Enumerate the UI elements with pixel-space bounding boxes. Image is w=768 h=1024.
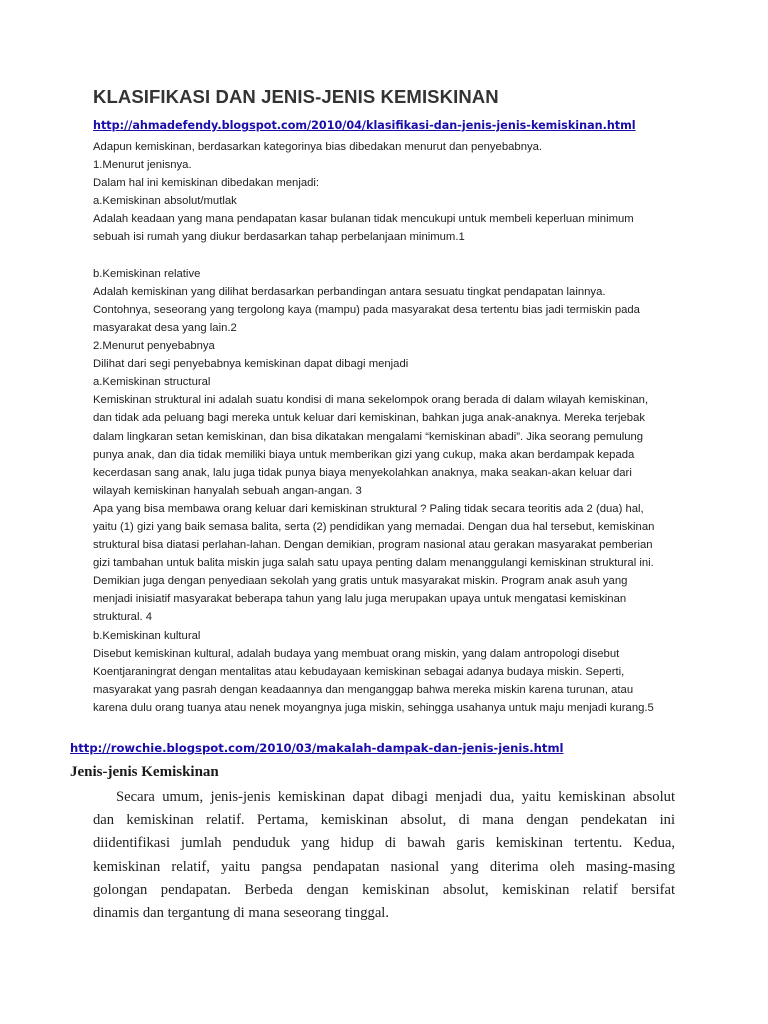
paragraph-line: Dilihat dari segi penyebabnya kemiskinan dapat dibagi menjadi <box>93 358 409 371</box>
paragraph-line: kemiskinan relatif, yaitu pangsa pendapatan nasional yang diterima oleh masing-masing <box>93 858 675 875</box>
document-title: KLASIFIKASI DAN JENIS-JENIS KEMISKINAN <box>93 86 499 107</box>
source-link-rowchie[interactable]: http://rowchie.blogspot.com/2010/03/makalah-dampak-dan-jenis-jenis.html <box>70 741 564 755</box>
paragraph-line: struktural bisa diatasi perlahan-lahan. Dengan demikian, program nasional atau gerakan masyarakat pemberian <box>93 539 653 552</box>
paragraph-line: masyarakat yang pasrah dengan keadaannya dan menganggap bahwa mereka miskin karena turunan, atau <box>93 683 634 696</box>
paragraph-line: Secara umum, jenis-jenis kemiskinan dapat dibagi menjadi dua, yaitu kemiskinan absolut <box>116 789 675 805</box>
paragraph-line: 2.Menurut penyebabnya <box>93 340 215 353</box>
paragraph-line: Adalah kemiskinan yang dilihat berdasarkan perbandingan antara sesuatu tingkat pendapatan lainnya. <box>93 285 606 298</box>
paragraph-line: Contohnya, seseorang yang tergolong kaya (mampu) pada masyarakat desa tertentu bias jadi termiskin pada <box>93 303 640 316</box>
paragraph-line: sebuah isi rumah yang diukur berdasarkan tahap perbelanjaan minimum.1 <box>93 231 465 244</box>
section-2-heading: Jenis-jenis Kemiskinan <box>70 764 219 780</box>
paragraph-line: Apa yang bisa membawa orang keluar dari kemiskinan struktural ? Paling tidak secara teoritis ada 2 (dua) hal, <box>93 502 644 515</box>
paragraph-line: Adapun kemiskinan, berdasarkan kategorinya bias dibedakan menurut dan penyebabnya. <box>93 141 543 153</box>
paragraph-line: dan tidak ada peluang bagi mereka untuk keluar dari kemiskinan, bahkan juga anak-anaknya. Mereka terjebak <box>93 412 646 425</box>
section-1-body <box>93 138 693 717</box>
paragraph-line: Disebut kemiskinan kultural, adalah budaya yang membuat orang miskin, yang dalam antropologi disebut <box>93 647 620 660</box>
paragraph-line: wilayah kemiskinan hanyalah sebuah angan-angan. 3 <box>93 484 362 497</box>
paragraph-line: yaitu (1) gizi yang baik semasa balita, serta (2) pendidikan yang memadai. Dengan dua hal tersebut, kemiskinan <box>93 520 655 533</box>
paragraph-line: 1.Menurut jenisnya. <box>93 159 192 172</box>
paragraph-line: punya anak, dan dia tidak memiliki biaya untuk memberikan gizi yang cukup, maka akan berdampak kepada <box>93 448 635 461</box>
paragraph-line: menjadi inisiatif masyarakat beberapa tahun yang lalu juga merupakan upaya untuk mengatasi kemiskinan <box>93 593 627 606</box>
paragraph-line: struktural. 4 <box>93 611 153 624</box>
paragraph-line: gizi tambahan untuk balita miskin juga salah satu upaya penting dalam menanggulangi kemiskinan struktural ini. <box>93 557 654 570</box>
paragraph-line: Demikian juga dengan penyediaan sekolah yang gratis untuk masyarakat miskin. Program anak asuh yang <box>93 575 628 588</box>
paragraph-line: b.Kemiskinan kultural <box>93 629 201 642</box>
paragraph-line: diidentifikasi jumlah penduduk yang hidup di bawah garis kemiskinan tertentu. Kedua, <box>93 835 675 852</box>
paragraph-line: dinamis dan tergantung di mana seseorang tinggal. <box>93 904 389 921</box>
paragraph-line: kecerdasan sang anak, lalu juga tidak punya biaya menyekolahkan anaknya, maka seakan-akan keluar dari <box>93 466 632 479</box>
paragraph-line: Kemiskinan struktural ini adalah suatu kondisi di mana sekelompok orang berada di dalam wilayah kemiskinan, <box>93 394 649 407</box>
paragraph-line: a.Kemiskinan absolut/mutlak <box>93 195 237 208</box>
paragraph-line: a.Kemiskinan structural <box>93 376 211 389</box>
paragraph-line <box>93 247 693 265</box>
paragraph-line: Adalah keadaan yang mana pendapatan kasar bulanan tidak mencukupi untuk membeli keperluan minimum <box>93 213 634 226</box>
paragraph-line: golongan pendapatan. Berbeda dengan kemiskinan absolut, kemiskinan relatif bersifat <box>93 881 675 898</box>
source-link-ahmadefendy[interactable]: http://ahmadefendy.blogspot.com/2010/04/klasifikasi-dan-jenis-jenis-kemiskinan.html <box>93 119 636 132</box>
paragraph-line: dalam lingkaran setan kemiskinan, dan bisa dikatakan mengalami “kemiskinan abadi”. Jika seorang pemulung <box>93 430 644 443</box>
paragraph-line: masyarakat desa yang lain.2 <box>93 321 237 334</box>
section-2-body <box>93 786 675 925</box>
paragraph-line: b.Kemiskinan relative <box>93 267 201 280</box>
paragraph-line: Dalam hal ini kemiskinan dibedakan menjadi: <box>93 177 320 190</box>
paragraph-line: Koentjaraningrat dengan mentalitas atau kebudayaan kemiskinan sebagai adanya budaya miskin. Seperti, <box>93 665 625 678</box>
paragraph-line: karena dulu orang tuanya atau nenek moyangnya juga miskin, sehingga usahanya untuk maju menjadi kurang.5 <box>93 701 654 714</box>
paragraph-line: dan kemiskinan relatif. Pertama, kemiskinan absolut, di mana dengan pendekatan ini <box>93 812 675 829</box>
